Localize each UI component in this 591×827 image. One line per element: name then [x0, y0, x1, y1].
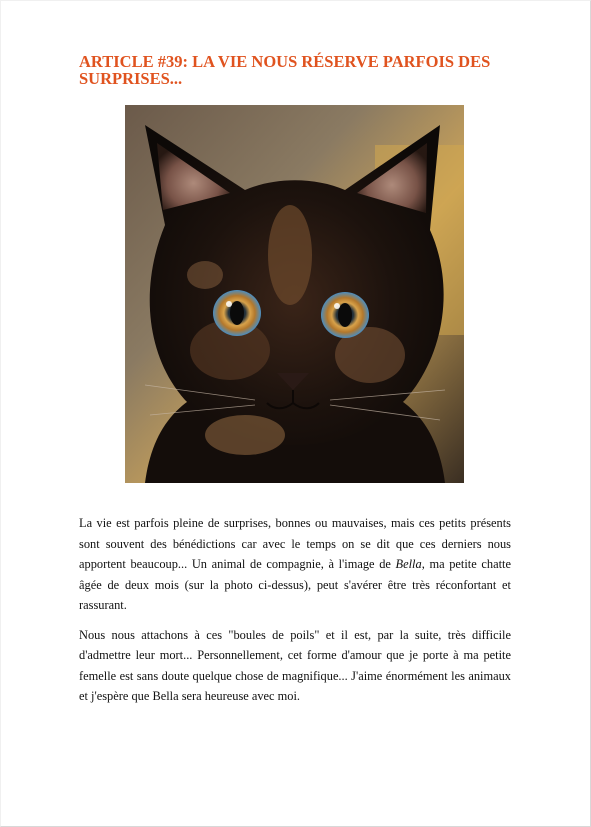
paragraph-1: [79, 513, 511, 616]
paragraph-1-text-end: , ma petite chatte âgée de deux mois (sur la photo ci-dessus), peut s'avérer être très réconfortant et rassurant.: [79, 557, 511, 612]
article-title: ARTICLE #39: LA VIE NOUS RÉSERVE PARFOIS DES SURPRISES...: [79, 52, 491, 88]
cat-name: Bella: [395, 557, 422, 571]
paragraph-1-text-start: La vie est parfois pleine de surprises, bonnes ou mauvaises, mais ces petits présents sont souvent des bénédictions car avec le temps on se dit que ces derniers nous apportent beaucoup... Un animal de compagnie, à l'image de: [79, 516, 511, 571]
kitten-photo-illustration: [125, 105, 464, 483]
paragraph-2: Nous nous attachons à ces "boules de poils" et il est, par la suite, très difficile d'admettre leur mort... Personnellement, cet forme d'amour que je porte à ma petite femelle est sans doute quelque chose de magnifique... J'aime énormément les animaux et j'espère que Bella sera heureuse avec moi.: [79, 627, 511, 703]
article-body: [79, 513, 511, 716]
kitten-photo: [125, 105, 464, 483]
